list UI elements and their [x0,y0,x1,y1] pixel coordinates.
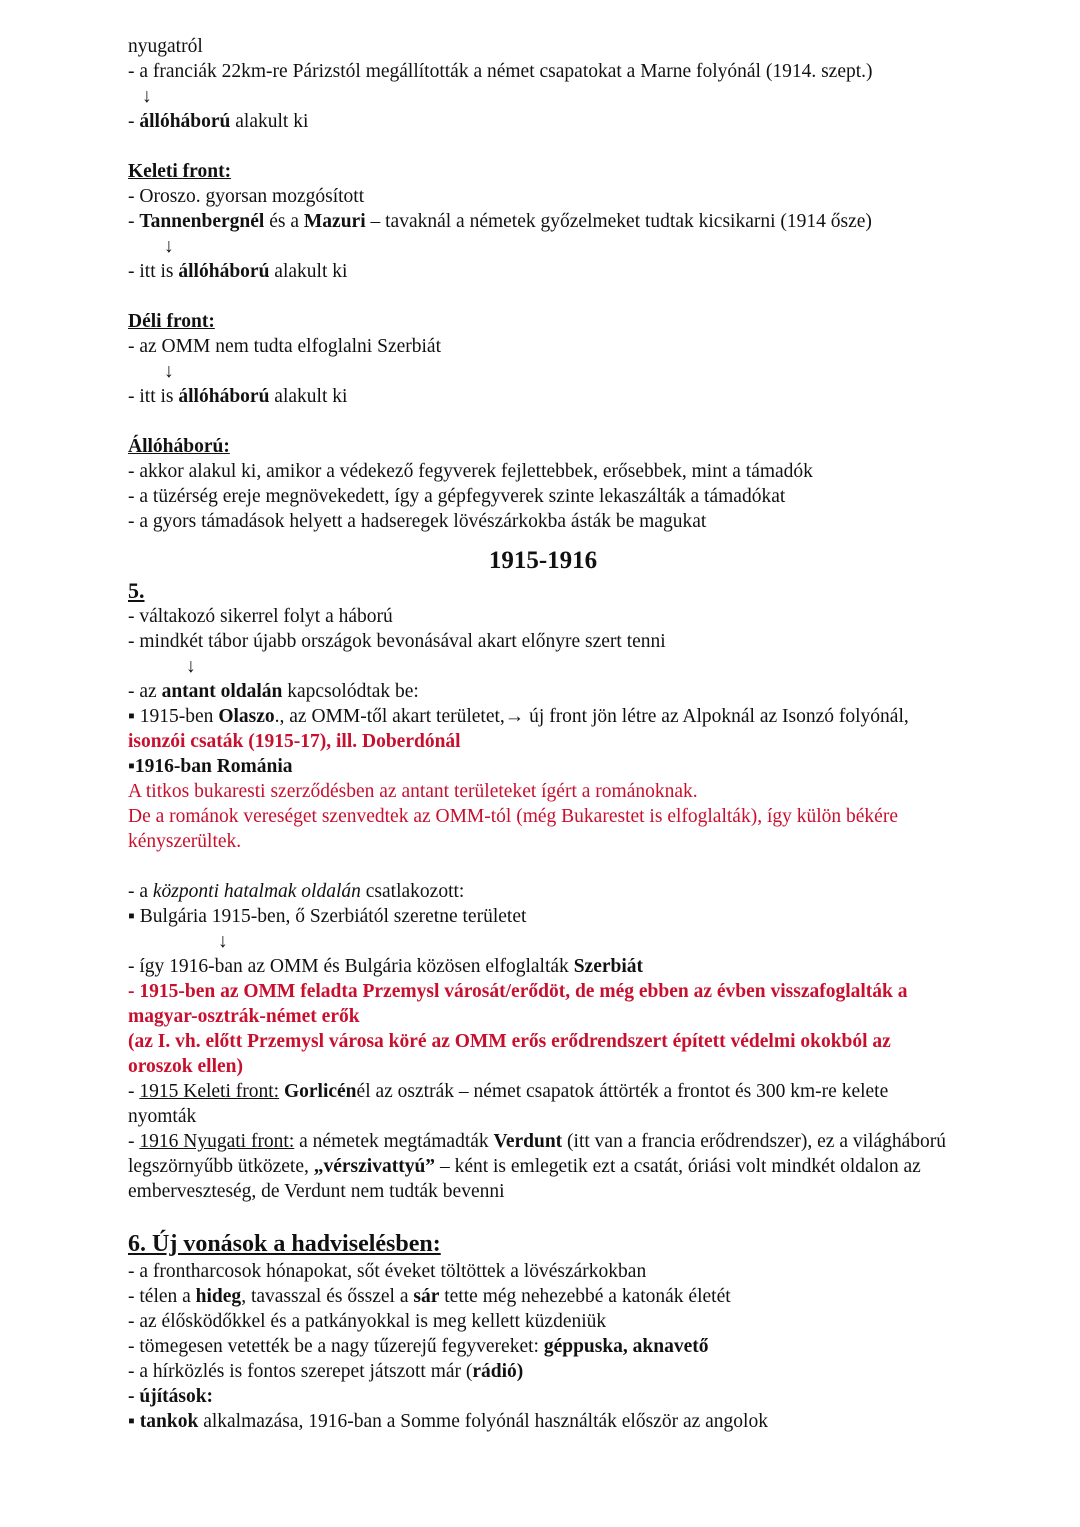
text-line: - télen a hideg, tavasszal és ősszel a sár tette még nehezebbé a katonák életét [128,1286,731,1307]
text-line: - itt is állóháború alakult ki [128,261,348,282]
text-line: - állóháború alakult ki [128,111,309,132]
down-arrow-icon: ↓ [164,236,174,257]
section-heading-deli: Déli front: [128,311,215,332]
section-heading-allohaboru: Állóháború: [128,436,230,457]
text-line: De a románok vereséget szenvedtek az OMM-tól (még Bukarestet is elfoglalták), így külön békére kényszerültek. [128,806,903,852]
section-heading-6: 6. Új vonások a hadviselésben: [128,1231,441,1257]
text-line: - a franciák 22km-re Párizstól megállították a német csapatokat a Marne folyónál (1914. szept.) [128,61,873,82]
text-line: - tömegesen vetették be a nagy tűzerejű fegyvereket: géppuska, aknavető [128,1336,709,1357]
text-line: - a tüzérség ereje megnövekedett, így a gépfegyverek szinte lekaszálták a támadókat [128,486,786,507]
text-line: - az élősködőkkel és a patkányokkal is meg kellett küzdeniük [128,1311,607,1332]
text-line: - Tannenbergnél és a Mazuri – tavaknál a németek győzelmeket tudtak kicsikarni (1914 ősze) [128,211,872,232]
text-line: - Oroszo. gyorsan mozgósított [128,186,365,207]
text-line: - 1916 Nyugati front: a németek megtámadták Verdunt (itt van a francia erődrendszer), ez a világháború legszörnyűbb ütközete, „vérszivattyú” – ként is emlegetik ezt a csatát, óriási volt mindkét oldalon az emberveszteség, de Verdunt nem tudták bevenni [128,1131,951,1202]
text-line: - a hírközlés is fontos szerepet játszott már (rádió) [128,1361,524,1382]
text-line: - a központi hatalmak oldalán csatlakozott: [128,881,465,902]
down-arrow-icon: ↓ [142,86,152,107]
text-line: - az antant oldalán kapcsolódtak be: [128,681,419,702]
down-arrow-icon: ↓ [218,931,228,952]
text-line: - a frontharcosok hónapokat, sőt éveket töltöttek a lövészárkokban [128,1261,647,1282]
text-line: - mindkét tábor újabb országok bevonásával akart előnyre szert tenni [128,631,666,652]
text-line: - 1915 Keleti front: Gorlicénél az osztrák – német csapatok áttörték a frontot és 300 km-re kelete nyomták [128,1081,894,1127]
text-line: - akkor alakul ki, amikor a védekező fegyverek fejlettebbek, erősebbek, mint a támadók [128,461,813,482]
down-arrow-icon: ↓ [186,656,196,677]
text-line: (az I. vh. előtt Przemysl városa köré az OMM erős erődrendszert épített védelmi okokból az oroszok ellen) [128,1031,896,1077]
document-page [128,34,958,1434]
text-line: - így 1916-ban az OMM és Bulgária közösen elfoglalták Szerbiát [128,956,644,977]
text-line: ▪ Bulgária 1915-ben, ő Szerbiától szeretne területet [128,906,527,927]
text-line: nyugatról [128,36,203,57]
text-line: - a gyors támadások helyett a hadseregek lövészárkokba ásták be magukat [128,511,707,532]
text-line: ▪1916-ban Románia [128,756,293,777]
page-title: 1915-1916 [488,547,598,574]
section-heading-5: 5. [128,578,145,603]
text-line: - 1915-ben az OMM feladta Przemysl városát/erődöt, de még ebben az évben visszafoglalták a magyar-osztrák-német erők [128,981,913,1027]
text-line: A titkos bukaresti szerződésben az antant területeket ígért a románoknak. [128,781,698,802]
text-line: - újítások: [128,1386,214,1407]
down-arrow-icon: ↓ [164,361,174,382]
text-line: ▪ 1915-ben Olaszo., az OMM-től akart területet,→ új front jön létre az Alpoknál az Isonzó folyónál, isonzói csaták (1915-17), ill. Doberdónál [128,706,914,752]
text-line: ▪ tankok alkalmazása, 1916-ban a Somme folyónál használták először az angolok [128,1411,768,1432]
section-heading-keleti: Keleti front: [128,161,232,182]
text-line: - itt is állóháború alakult ki [128,386,348,407]
text-line: - váltakozó sikerrel folyt a háború [128,606,393,627]
text-line: - az OMM nem tudta elfoglalni Szerbiát [128,336,441,357]
